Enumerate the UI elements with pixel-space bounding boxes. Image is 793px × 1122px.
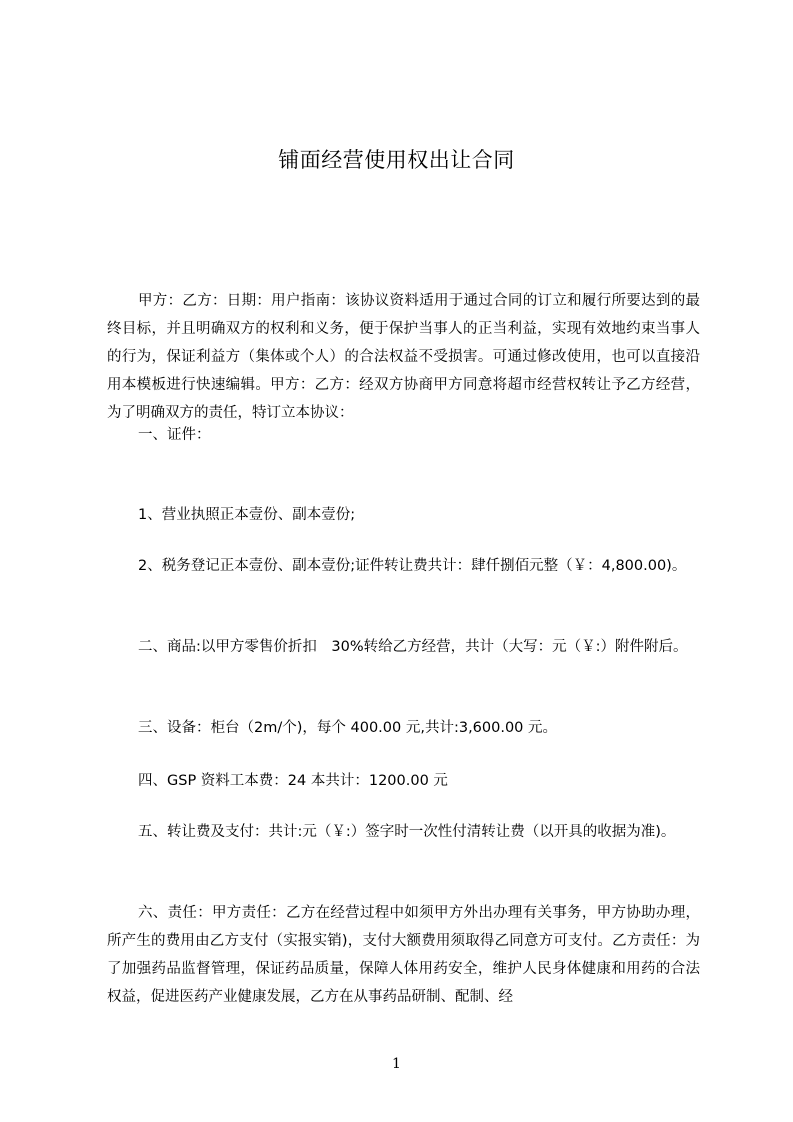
section-1-item-1: 1、营业执照正本壹份、副本壹份; [138,507,356,523]
page-number: 1 [392,1056,401,1072]
section-1-heading: 一、证件： [138,427,211,443]
section-1-item-2: 2、税务登记正本壹份、副本壹份;证件转让费共计：肆仟捌佰元整（￥：4,800.00)。 [138,558,687,574]
section-3-paragraph: 三、设备：柜台（2m/个)，每个 400.00 元,共计:3,600.00 元。 [138,720,558,736]
document-title: 铺面经营使用权出让合同 [278,148,515,172]
section-6-paragraph: 六、责任：甲方责任：乙方在经营过程中如须甲方外出办理有关事务，甲方协助办理，所产生的费用由乙方支付（实报实销)，支付大额费用须取得乙同意方可支付。乙方责任：为了加强药品监督管理，保证药品质量，保障人体用药安全，维护人民身体健康和用药的合法权益，促进医药产业健康发展，乙方在从事药品研制、配制、经 [107,905,700,1005]
section-5-paragraph: 五、转让费及支付：共计:元（￥:）签字时一次性付清转让费（以开具的收据为准)。 [138,824,676,840]
section-4-paragraph: 四、GSP 资料工本费：24 本共计：1200.00 元 [138,773,448,789]
section-2-paragraph: 二、商品:以甲方零售价折扣 30%转给乙方经营，共计（大写：元（￥:）附件附后。 [138,639,688,655]
intro-paragraph: 甲方：乙方：日期：用户指南：该协议资料适用于通过合同的订立和履行所要达到的最终目标，并且明确双方的权利和义务，便于保护当事人的正当利益，实现有效地约束当事人的行为，保证利益方（集体或个人）的合法权益不受损害。可通过修改使用，也可以直接沿用本模板进行快速编辑。甲方：乙方：经双方协商甲方同意将超市经营权转让予乙方经营，为了明确双方的责任，特订立本协议： [107,293,700,421]
